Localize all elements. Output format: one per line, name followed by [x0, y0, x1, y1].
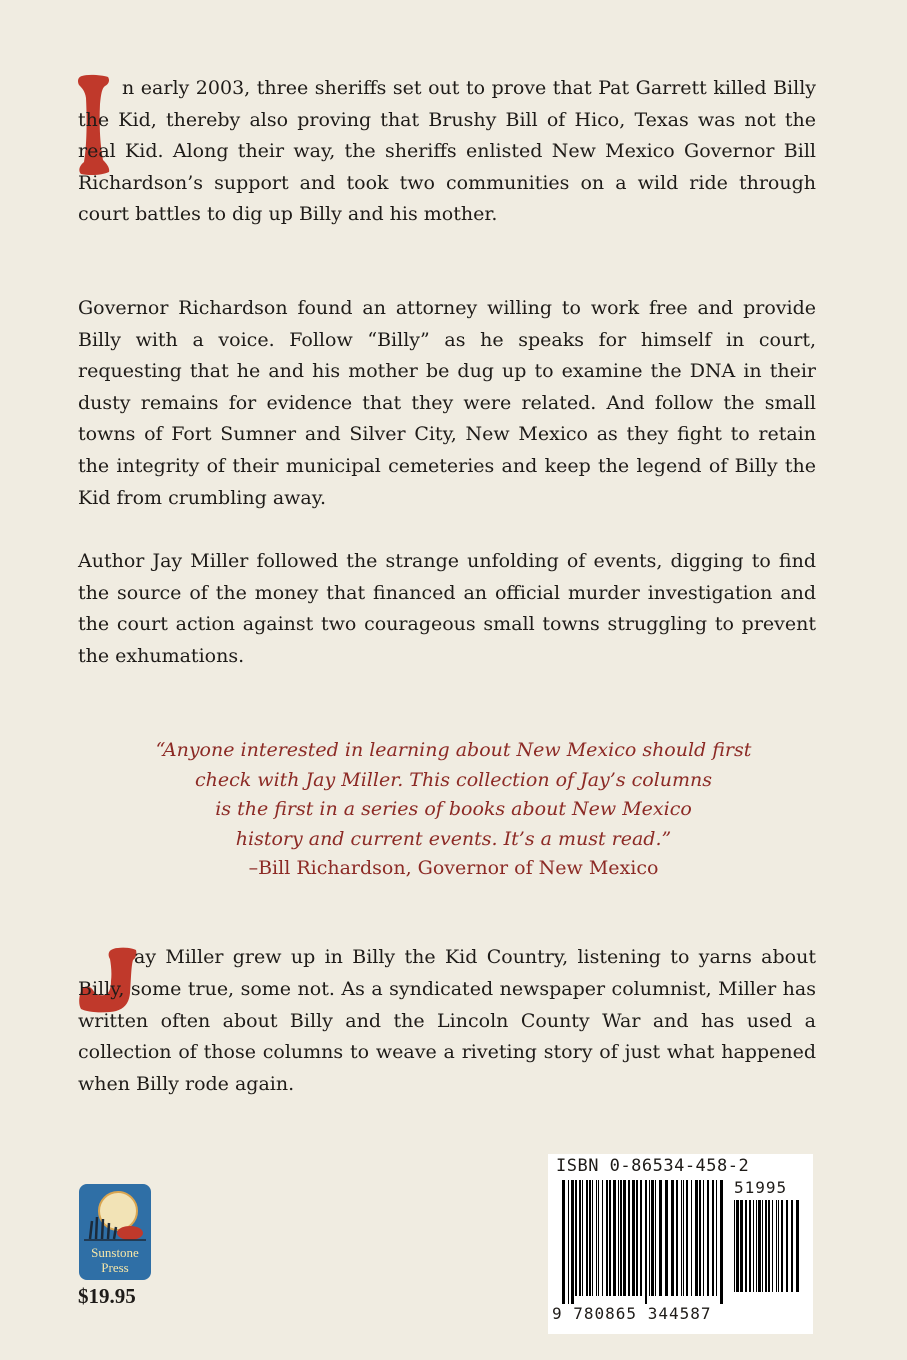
barcode-bar [753, 1200, 754, 1292]
barcode-bar [745, 1200, 747, 1292]
barcode-bar [649, 1180, 650, 1296]
logo-text-line1: Sunstone [91, 1245, 139, 1260]
barcode-bar [665, 1180, 668, 1296]
addon-barcode-bars [734, 1200, 800, 1300]
barcode-bar [562, 1180, 565, 1304]
ean-number: 9 780865 344587 [552, 1304, 712, 1323]
barcode-bar [609, 1180, 611, 1296]
barcode-bar [628, 1180, 630, 1296]
barcode-bar [571, 1180, 574, 1304]
barcode-bar [632, 1180, 635, 1296]
barcode-bar [602, 1180, 603, 1296]
isbn-barcode [548, 1154, 813, 1334]
barcode-bar [786, 1200, 788, 1292]
isbn-label: ISBN 0-86534-458-2 [556, 1156, 750, 1176]
barcode-bar [606, 1180, 608, 1296]
barcode-bar [712, 1180, 714, 1296]
barcode-bar [695, 1180, 698, 1296]
barcode-bar [683, 1180, 684, 1296]
barcode-bar [582, 1180, 583, 1296]
barcode-bar [636, 1180, 638, 1296]
barcode-bar [749, 1200, 751, 1292]
barcode-bar [659, 1180, 662, 1296]
barcode-bar [671, 1180, 674, 1296]
barcode-bar [736, 1200, 739, 1292]
barcode-bar [691, 1180, 692, 1296]
barcode-bar [586, 1180, 588, 1296]
barcode-bar [623, 1180, 626, 1296]
barcode-bar [734, 1200, 735, 1292]
barcode-bar [568, 1180, 569, 1304]
barcode-bar [640, 1180, 642, 1296]
barcode-bar [589, 1180, 591, 1296]
quote-line: check with Jay Miller. This collection of Jay’s columns [194, 768, 713, 791]
author-bio-paragraph: ay Miller grew up in Billy the Kid Country, listening to yarns about Billy, some true, some not. As a syndicated newspaper columnist, Miller has written often about Billy and the Lincoln County War and has used a collection of those columns to weave a riveting story of just what happened when Billy rode again. [78, 946, 816, 1096]
ean-barcode-bars [562, 1180, 726, 1304]
barcode-bar [703, 1180, 704, 1296]
barcode-bar [596, 1180, 597, 1296]
barcode-bar [676, 1180, 678, 1296]
quote-attribution: –Bill Richardson, Governor of New Mexico [248, 857, 659, 879]
description-paragraph: Governor Richardson found an attorney willing to work free and provide Billy with a voice. Follow “Billy” as he speaks for himself in court, requesting that he and his mother be dug up to examine the DNA in their dusty remains for evidence that they were related. And follow the small towns of Fort Sumner and Silver City, New Mexico as they fight to retain the integrity of their municipal cemeteries and keep the legend of Billy the Kid from crumbling away. [78, 297, 816, 509]
sunstone-press-logo-icon [78, 1183, 152, 1281]
endorsement-quote [100, 736, 807, 884]
barcode-bar [613, 1180, 616, 1296]
logo-text-line2: Press [101, 1260, 129, 1275]
barcode-bar [645, 1180, 647, 1304]
intro-paragraph: n early 2003, three sheriffs set out to prove that Pat Garrett killed Billy the Kid, thereby also proving that Brushy Bill of Hico, Texas was not the real Kid. Along their way, the sheriffs enlisted New Mexico Governor Bill Richardson’s support and took two communities on a wild ride through court battles to dig up Billy and his mother. [78, 77, 816, 226]
barcode-bar [740, 1200, 743, 1292]
barcode-bar [720, 1180, 723, 1304]
quote-line: is the first in a series of books about New Mexico [215, 798, 692, 820]
barcode-bar [778, 1200, 779, 1292]
barcode-bar [772, 1200, 773, 1292]
barcode-bar [707, 1180, 709, 1296]
barcode-bar [756, 1200, 757, 1292]
barcode-bar [796, 1200, 799, 1292]
author-investigation-paragraph: Author Jay Miller followed the strange unfolding of events, digging to find the source of the money that financed an official murder investigation and the court action against two courageous small towns struggling to prevent the exhumations. [78, 550, 816, 667]
barcode-bar [651, 1180, 654, 1296]
barcode-bar [781, 1200, 783, 1292]
barcode-bar [716, 1180, 717, 1296]
barcode-bar [592, 1180, 593, 1296]
barcode-bar [655, 1180, 656, 1296]
barcode-bar [765, 1200, 767, 1292]
barcode-bar [699, 1180, 701, 1296]
barcode-bar [762, 1200, 763, 1292]
barcode-bar [598, 1180, 599, 1296]
barcode-bar [758, 1200, 761, 1292]
barcode-bar [776, 1200, 777, 1292]
barcode-bar [791, 1200, 793, 1292]
price-label: $19.95 [78, 1284, 136, 1308]
barcode-bar [686, 1180, 688, 1296]
quote-line: history and current events. It’s a must read.” [235, 827, 672, 850]
barcode-bar [618, 1180, 619, 1296]
barcode-bar [620, 1180, 622, 1296]
barcode-addon-number: 51995 [734, 1178, 788, 1197]
barcode-bar [768, 1200, 770, 1292]
barcode-bar [579, 1180, 581, 1296]
quote-line: “Anyone interested in learning about New Mexico should first [155, 739, 752, 761]
barcode-bar [681, 1180, 682, 1296]
barcode-bar [575, 1180, 577, 1296]
